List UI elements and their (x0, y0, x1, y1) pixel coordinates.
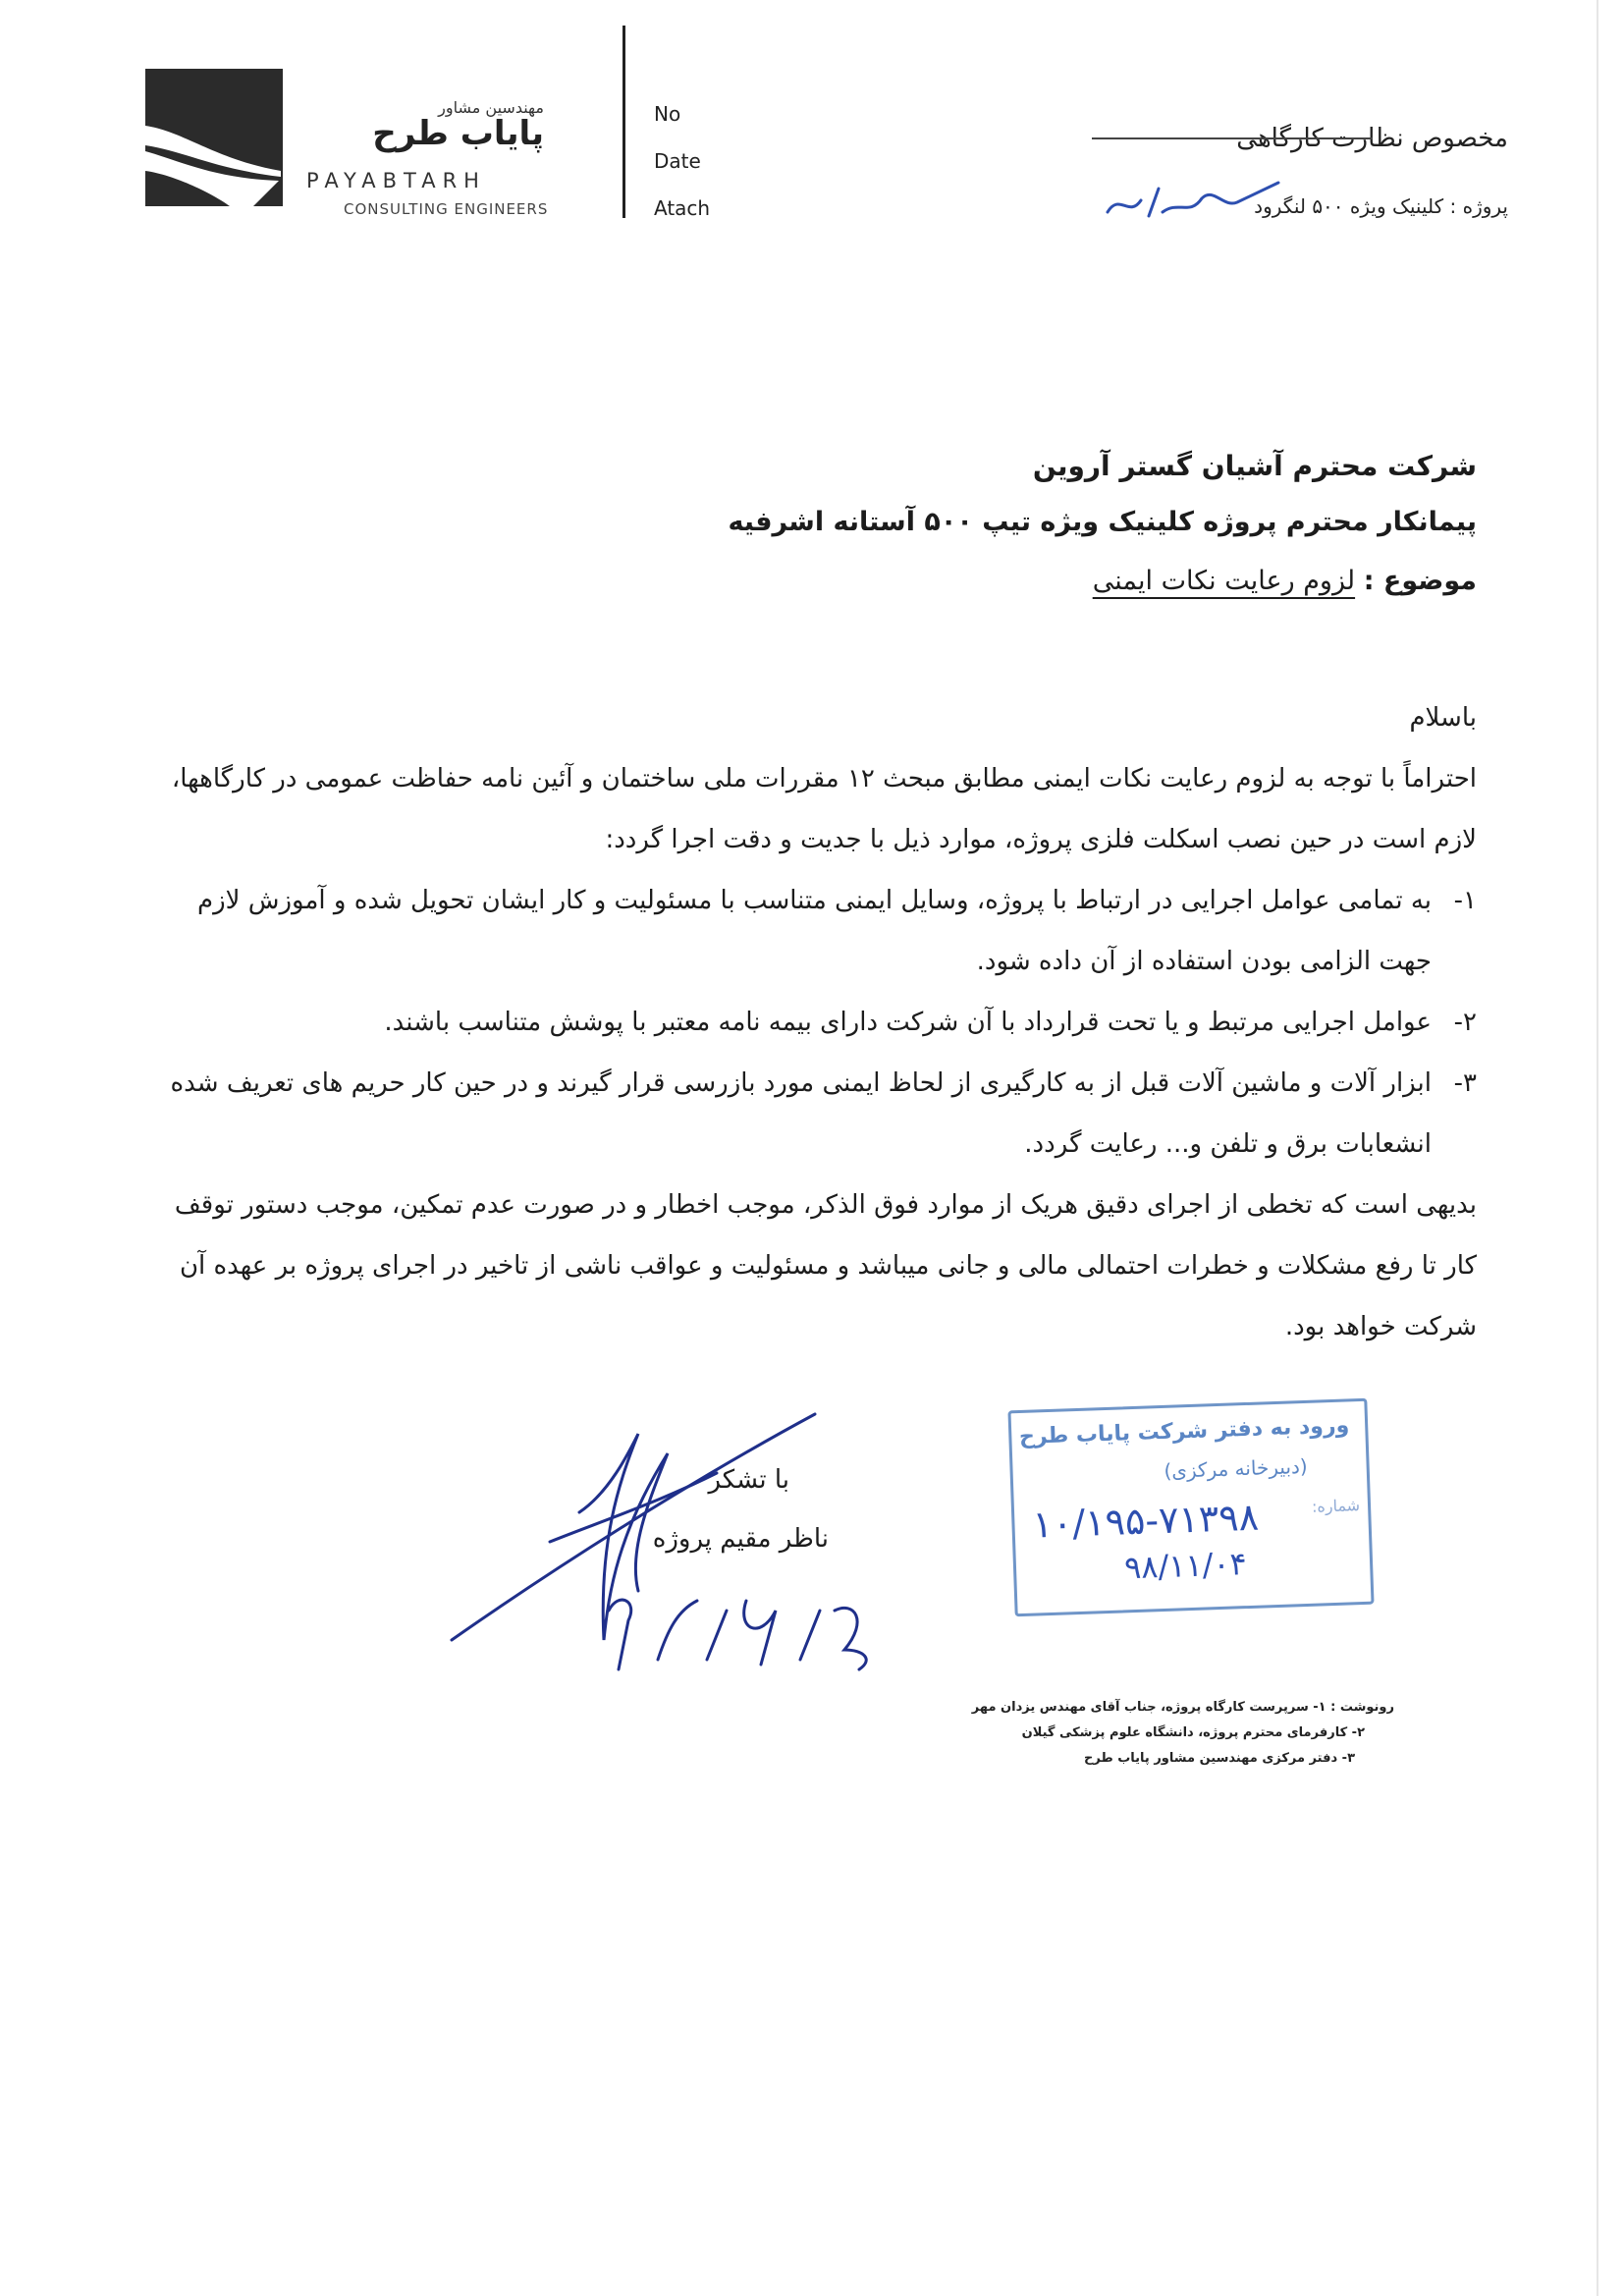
list-item-text: به تمامی عوامل اجرایی در ارتباط با پروژه، وسایل ایمنی متناسب با مسئولیت و کار ایشان تحویل شده و آموزش لازم جهت الزامی بودن استفاده از آن داده شود. (197, 886, 1432, 976)
logo-mark-icon (145, 69, 283, 206)
list-item (141, 870, 1477, 992)
recipient-company: شرکت محترم آشیان گستر آروین (1032, 450, 1477, 482)
stamp-number: ۱۰/۱۹۵-۷۱۳۹۸ (1031, 1495, 1260, 1547)
subject-row (1093, 566, 1477, 596)
stamp-title: ورود به دفتر شرکت پایاب طرح (1018, 1413, 1350, 1450)
copy-line: ۲- کارفرمای محترم پروژه، دانشگاه علوم پزشکی گیلان (1021, 1725, 1365, 1740)
list-item (141, 992, 1477, 1053)
brand-name-en: PAYABTARH (306, 169, 486, 192)
brand-subtitle-en: CONSULTING ENGINEERS (344, 200, 549, 218)
meta-attachment-label: Atach (654, 196, 711, 220)
stamp-date: ۹۸/۱۱/۰۴ (1123, 1545, 1248, 1587)
meta-date-label: Date (654, 149, 701, 173)
carbon-copies (972, 1695, 1394, 1772)
handwritten-location (1100, 173, 1286, 230)
greeting: باسلام (1409, 703, 1477, 733)
header-divider (623, 26, 625, 218)
brand-name-fa: پایاب طرح (372, 114, 544, 153)
list-item-number: ۲- (1453, 1008, 1477, 1037)
company-logo (145, 69, 283, 206)
stamp-subtitle: (دبیرخانه مرکزی) (1164, 1453, 1309, 1483)
letter-body (141, 687, 1477, 1357)
list-item-text: عوامل اجرایی مرتبط و یا تحت قرارداد با آن شرکت دارای بیمه نامه معتبر با پوشش متناسب باشند. (384, 1008, 1432, 1037)
copy-line: ۳- دفتر مرکزی مهندسین مشاور پایاب طرح (1083, 1751, 1355, 1766)
closing-title: ناظر مقیم پروژه (652, 1524, 829, 1554)
meta-no-label: No (654, 102, 681, 126)
recipient-role: پیمانکار محترم پروژه کلینیک ویژه تیپ ۵۰۰ آستانه اشرفیه (728, 507, 1477, 537)
intro-paragraph: احتراماً با توجه به لزوم رعایت نکات ایمنی مطابق مبحث ۱۲ مقررات ملی ساختمان و آئین نامه حفاظت عمومی در کارگاهها، لازم است در حین نصب اسکلت فلزی پروژه، موارد ذیل با جدیت و دقت اجرا گردد: (171, 764, 1477, 854)
copy-line: رونوشت : ۱- سرپرست کارگاه پروژه، جناب آقای مهندس یزدان مهر (971, 1700, 1394, 1715)
scan-edge (1597, 0, 1598, 2296)
conclusion-paragraph: بدیهی است که تخطی از اجرای دقیق هریک از موارد فوق الذکر، موجب اخطار و در صورت عدم تمکین، موجب دستور توقف کار تا رفع مشکلات و خطرات احتمالی مالی و جانی میباشد و مسئولیت و عواقب ناشی از تاخیر در اجرای پروژه بر عهده آن شرکت خواهد بود. (174, 1190, 1477, 1341)
stamp-number-label: شماره: (1311, 1496, 1361, 1516)
list-item (141, 1053, 1477, 1175)
list-item-text: ابزار آلات و ماشین آلات قبل از به کارگیری از لحاظ ایمنی مورد بازرسی قرار گیرند و در حین کار حریم های تعریف شده انشعابات برق و تلفن و... رعایت گردد. (170, 1068, 1432, 1159)
receipt-stamp (1007, 1398, 1374, 1617)
closing-thanks: با تشکر (708, 1465, 789, 1495)
subject-label: موضوع : (1363, 566, 1477, 596)
handwritten-date (589, 1571, 884, 1679)
project-label: پروژه : کلینیک ویژه ۵۰۰ لنگرود (1254, 194, 1508, 218)
list-item-number: ۱- (1453, 886, 1477, 915)
office-title: مخصوص نظارت کارگاهی (1236, 124, 1508, 153)
office-title-underline (1092, 137, 1373, 139)
list-item-number: ۳- (1453, 1068, 1477, 1098)
subject-value: لزوم رعایت نکات ایمنی (1092, 566, 1356, 596)
brand-subtitle-fa: مهندسین مشاور (438, 98, 544, 117)
